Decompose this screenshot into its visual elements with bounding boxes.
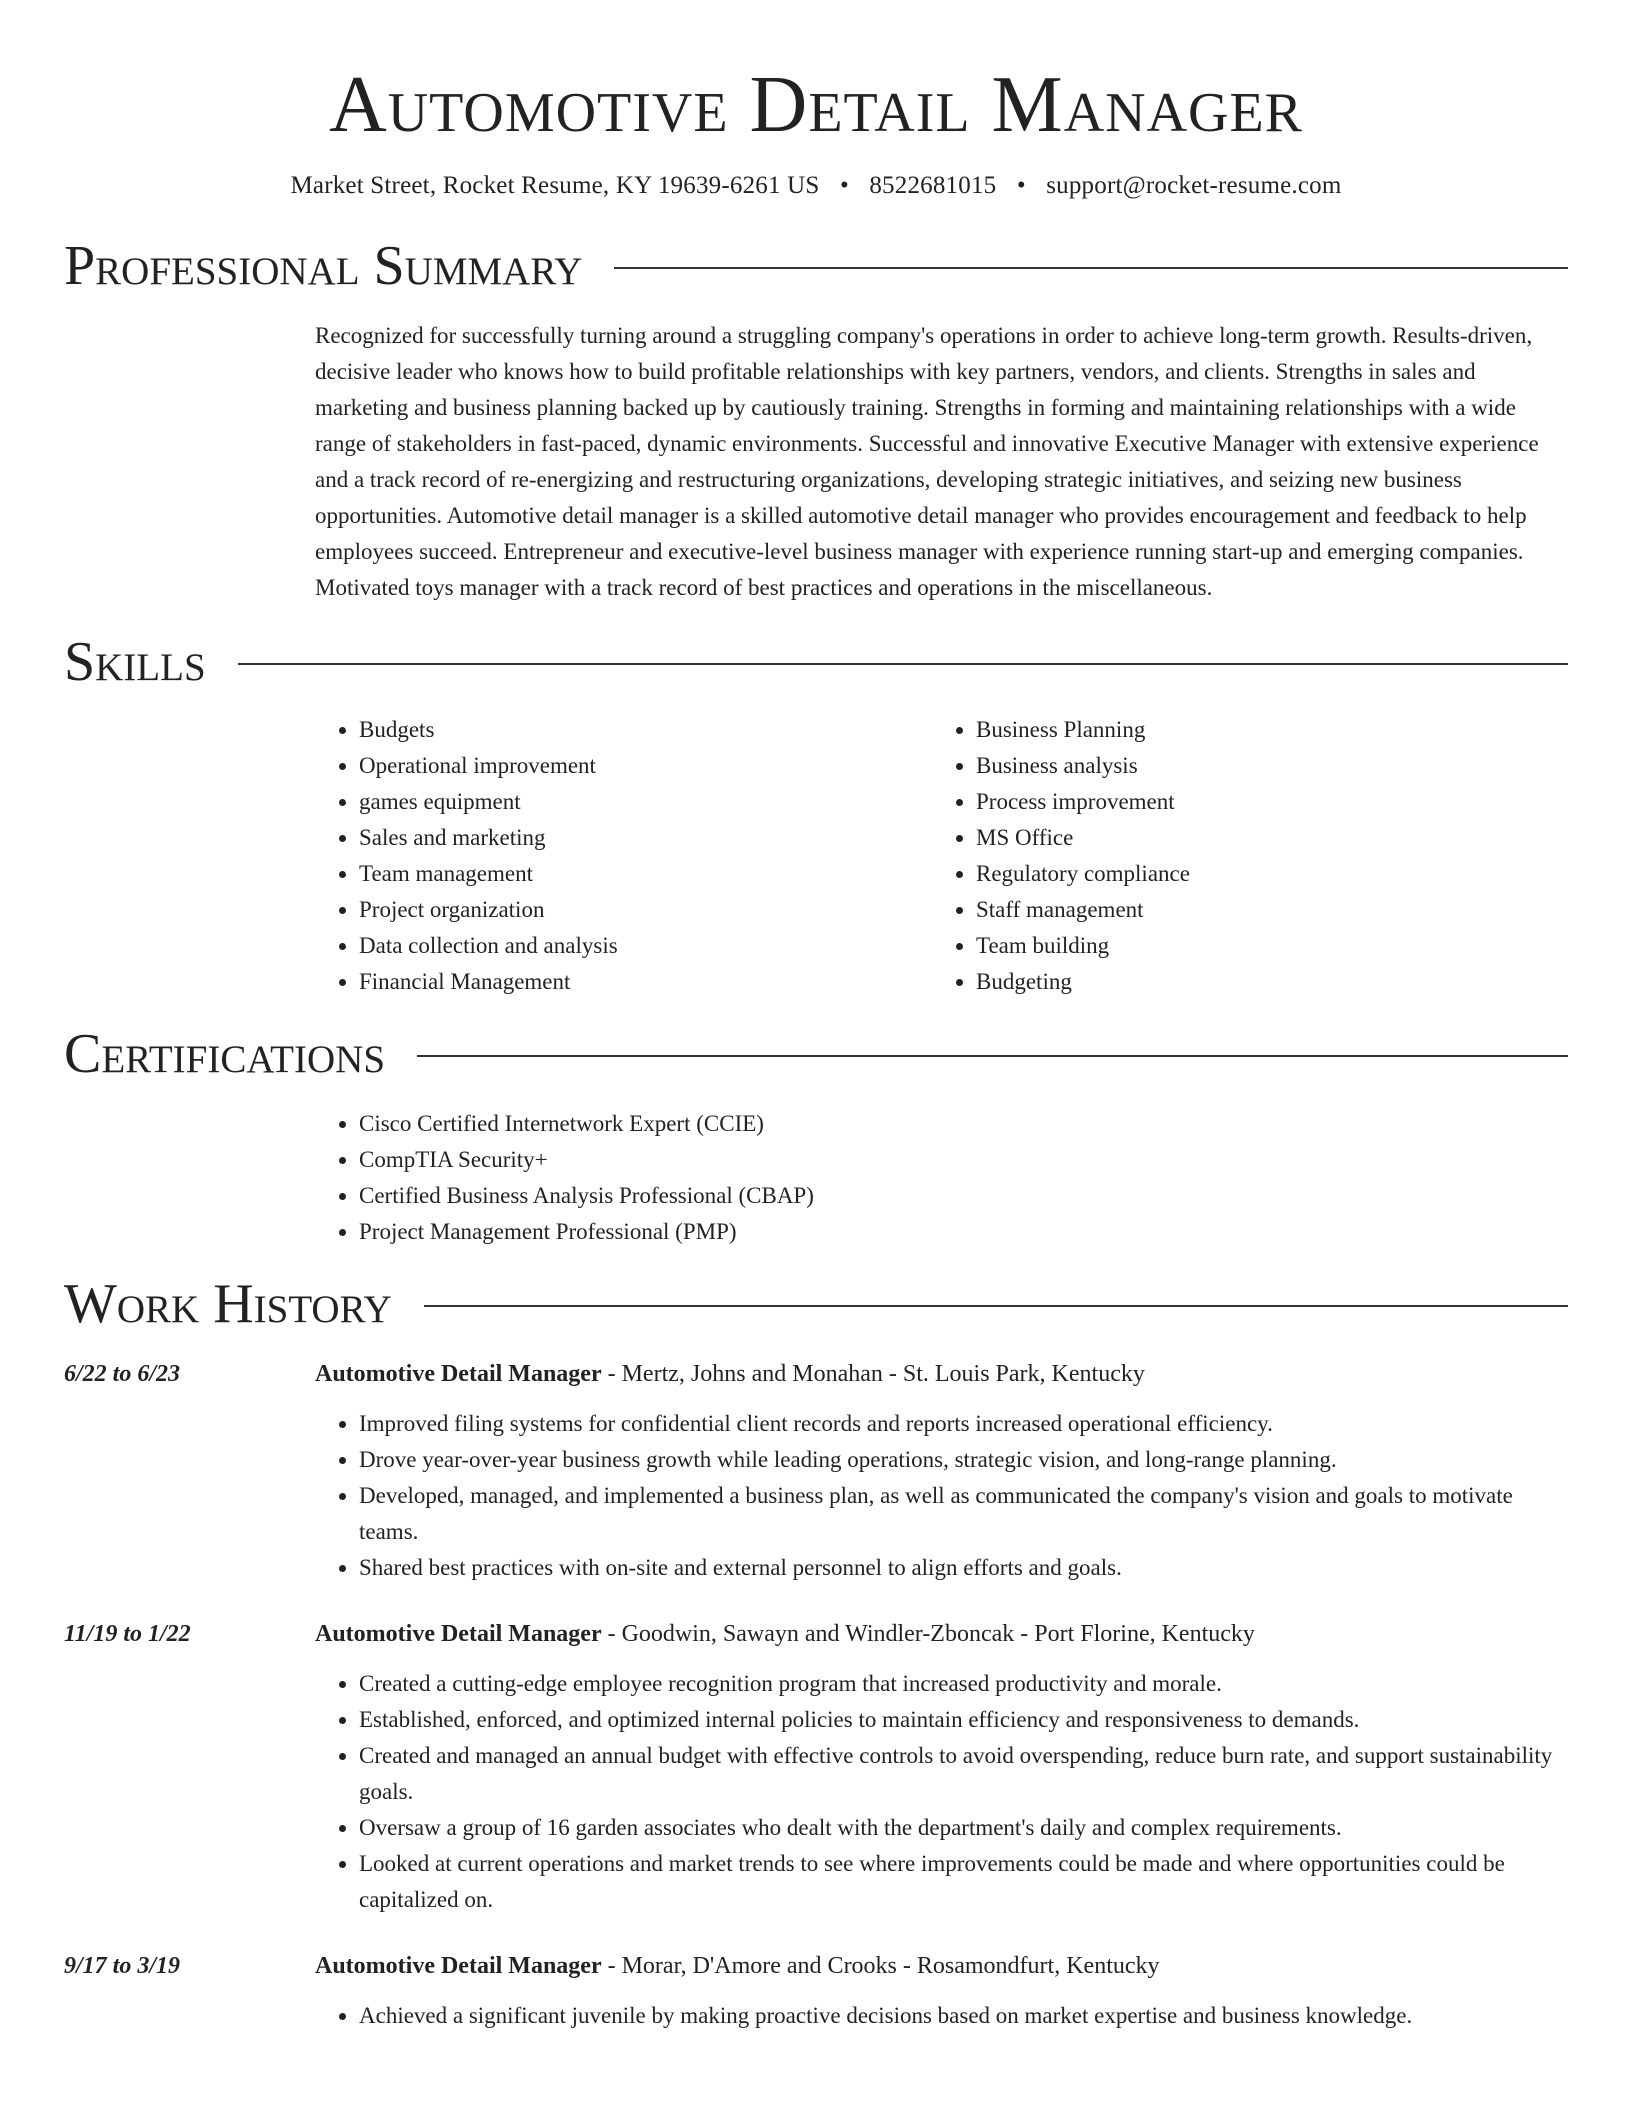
job-heading bbox=[315, 1356, 1568, 1392]
list-item: • Business Planning bbox=[976, 712, 1549, 748]
certifications-list bbox=[315, 1106, 1568, 1250]
certifications-heading: Certifications bbox=[64, 1023, 386, 1085]
summary-text: Recognized for successfully turning around a struggling company's operations in order to achieve long-term growth. Results-driven, decisive leader who knows how to build profitable relationships with key partners, vendors, and clients. Strengths in sales and marketing and business planning backed up by cautiously training. Strengths in forming and maintaining relationships with a wide range of stakeholders in fast-paced, dynamic environments. Successful and innovative Executive Manager with extensive experience and a track record of re-energizing and restructuring organizations, developing strategic initiatives, and seizing new business opportunities. Automotive detail manager is a skilled automotive detail manager who provides encouragement and feedback to help employees succeed. Entrepreneur and executive-level business manager with experience running start-up and emerging companies. Motivated toys manager with a track record of best practices and operations in the miscellaneous. bbox=[315, 323, 1539, 600]
skills-list-right bbox=[932, 712, 1549, 1000]
resume-title: Automotive Detail Manager bbox=[328, 61, 1304, 149]
list-item: • Shared best practices with on-site and external personnel to align efforts and goals. bbox=[359, 1550, 1568, 1586]
list-item: • Data collection and analysis bbox=[359, 928, 932, 964]
section-divider bbox=[424, 1305, 1568, 1307]
list-item: • Budgeting bbox=[976, 964, 1549, 1000]
list-item: • Team building bbox=[976, 928, 1549, 964]
list-item: • Budgets bbox=[359, 712, 932, 748]
list-item: • Established, enforced, and optimized internal policies to maintain efficiency and responsiveness to demands. bbox=[359, 1702, 1568, 1738]
list-item: • Operational improvement bbox=[359, 748, 932, 784]
job-role: Automotive Detail Manager bbox=[315, 1361, 602, 1387]
contact-separator: • bbox=[1016, 172, 1026, 199]
list-item: • Created a cutting-edge employee recognition program that increased productivity and morale. bbox=[359, 1666, 1568, 1702]
list-item: • Developed, managed, and implemented a business plan, as well as communicated the company's vision and goals to motivate teams. bbox=[359, 1478, 1568, 1550]
list-item: • Improved filing systems for confidential client records and reports increased operational efficiency. bbox=[359, 1406, 1568, 1442]
summary-heading: Professional Summary bbox=[64, 235, 583, 297]
job-entry bbox=[64, 1948, 1568, 2034]
job-bullets bbox=[315, 1406, 1568, 1586]
job-heading bbox=[315, 1616, 1568, 1652]
section-divider bbox=[417, 1055, 1568, 1057]
list-item: • CompTIA Security+ bbox=[359, 1142, 1568, 1178]
skills-heading: Skills bbox=[64, 631, 206, 693]
summary-body bbox=[315, 318, 1568, 606]
job-bullets bbox=[315, 1998, 1568, 2034]
job-role: Automotive Detail Manager bbox=[315, 1953, 602, 1979]
work-history-list bbox=[64, 1356, 1568, 2034]
contact-phone: 8522681015 bbox=[869, 172, 997, 199]
job-bullets bbox=[315, 1666, 1568, 1918]
resume-page bbox=[64, 0, 1568, 2064]
job-company-location: - Goodwin, Sawayn and Windler-Zboncak - Port Florine, Kentucky bbox=[601, 1621, 1255, 1647]
job-dates: 9/17 to 3/19 bbox=[64, 1953, 181, 1979]
skills-grid bbox=[315, 712, 1568, 1000]
contact-email: support@rocket-resume.com bbox=[1046, 172, 1342, 199]
list-item: • Financial Management bbox=[359, 964, 932, 1000]
job-company-location: - Mertz, Johns and Monahan - St. Louis Park, Kentucky bbox=[601, 1361, 1145, 1387]
contact-separator: • bbox=[839, 172, 849, 199]
list-item: • Process improvement bbox=[976, 784, 1549, 820]
skills-column-left bbox=[315, 712, 932, 1000]
certifications-body bbox=[315, 1106, 1568, 1250]
contact-line bbox=[64, 170, 1568, 202]
job-role: Automotive Detail Manager bbox=[315, 1621, 602, 1647]
job-entry bbox=[64, 1616, 1568, 1918]
list-item: • Regulatory compliance bbox=[976, 856, 1549, 892]
work-heading: Work History bbox=[64, 1273, 392, 1335]
list-item: • Team management bbox=[359, 856, 932, 892]
job-company-location: - Morar, D'Amore and Crooks - Rosamondfurt, Kentucky bbox=[601, 1953, 1160, 1979]
list-item: • Achieved a significant juvenile by making proactive decisions based on market expertise and business knowledge. bbox=[359, 1998, 1568, 2034]
list-item: • Certified Business Analysis Professional (CBAP) bbox=[359, 1178, 1568, 1214]
list-item: • games equipment bbox=[359, 784, 932, 820]
list-item: • Sales and marketing bbox=[359, 820, 932, 856]
list-item: • MS Office bbox=[976, 820, 1549, 856]
job-dates: 6/22 to 6/23 bbox=[64, 1361, 181, 1387]
summary-section-header bbox=[64, 236, 1568, 296]
list-item: • Drove year-over-year business growth while leading operations, strategic vision, and long-range planning. bbox=[359, 1442, 1568, 1478]
contact-address: Market Street, Rocket Resume, KY 19639-6261 US bbox=[290, 172, 820, 199]
job-detail bbox=[315, 1948, 1568, 2034]
list-item: • Cisco Certified Internetwork Expert (CCIE) bbox=[359, 1106, 1568, 1142]
job-entry bbox=[64, 1356, 1568, 1586]
job-detail bbox=[315, 1616, 1568, 1918]
work-section-header bbox=[64, 1274, 1568, 1334]
job-dates: 11/19 to 1/22 bbox=[64, 1621, 191, 1647]
skills-list-left bbox=[315, 712, 932, 1000]
list-item: • Business analysis bbox=[976, 748, 1549, 784]
skills-section-header bbox=[64, 632, 1568, 692]
list-item: • Created and managed an annual budget with effective controls to avoid overspending, reduce burn rate, and support sustainability goals. bbox=[359, 1738, 1568, 1810]
list-item: • Project Management Professional (PMP) bbox=[359, 1214, 1568, 1250]
section-divider bbox=[614, 267, 1568, 269]
skills-column-right bbox=[932, 712, 1549, 1000]
job-heading bbox=[315, 1948, 1568, 1984]
list-item: • Looked at current operations and market trends to see where improvements could be made and where opportunities could be capitalized on. bbox=[359, 1846, 1568, 1918]
list-item: • Oversaw a group of 16 garden associates who dealt with the department's daily and complex requirements. bbox=[359, 1810, 1568, 1846]
list-item: • Staff management bbox=[976, 892, 1549, 928]
list-item: • Project organization bbox=[359, 892, 932, 928]
section-divider bbox=[238, 663, 1568, 665]
certifications-section-header bbox=[64, 1024, 1568, 1084]
job-detail bbox=[315, 1356, 1568, 1586]
